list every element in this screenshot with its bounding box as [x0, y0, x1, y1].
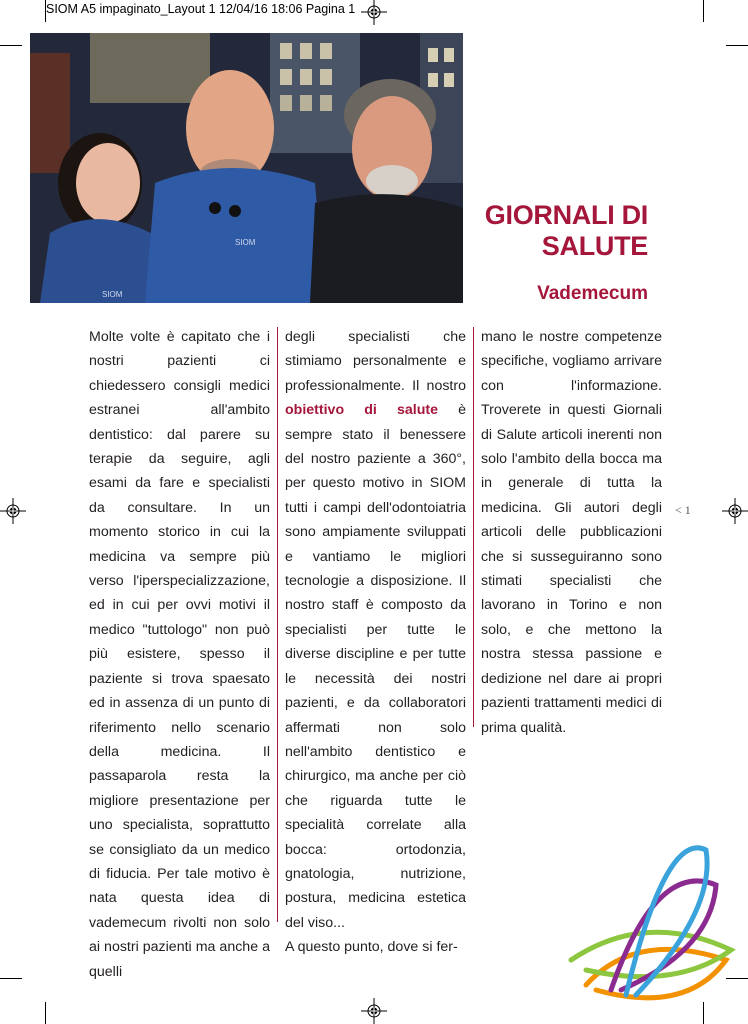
registration-mark-bottom — [361, 998, 387, 1024]
column-rule-1 — [277, 327, 278, 922]
crop-mark-bottom-right-v — [703, 1002, 704, 1024]
body-column-2-text-start: degli specialisti che stimiamo personalmente e professionalmente. Il nostro — [285, 329, 466, 394]
team-photo — [30, 33, 463, 303]
photo-badge-siom-1: SIOM — [235, 238, 256, 247]
body-column-2 — [285, 325, 466, 960]
registration-mark-right — [722, 498, 748, 524]
crop-mark-bottom-left-h — [0, 978, 22, 979]
registration-mark-left — [0, 498, 26, 524]
body-column-2-last-line: A questo punto, dove si fer- — [285, 939, 458, 956]
body-column-2-paragraph — [285, 325, 466, 935]
team-photo-illustration — [30, 33, 463, 303]
page-number: < 1 — [675, 503, 691, 517]
body-column-3 — [481, 325, 662, 740]
column-rule-2 — [473, 327, 474, 727]
page-title-line-2: SALUTE — [541, 231, 648, 261]
body-column-3-text: mano le nostre competenze specifiche, vogliamo arrivare con l'informazione. Troverete in questi Giornali di Salute articoli inerenti non solo l'ambito della bocca ma in generale di tutta la medicina. Gli autori degli articoli delle pubblicazioni che si susseguiranno sono stimati specialisti che lavorano in Torino e non solo, e che mettono la nostra stessa passione e dedizione nel dare ai propri pazienti trattamenti medici di prima qualità. — [481, 329, 662, 736]
body-column-1-text: Molte volte è capitato che i nostri pazienti ci chiedessero consigli medici estranei all'ambito dentistico: dal parere su terapie da seguire, agli esami da fare e specialisti da consultare. In un momento storico in cui la medicina va sempre più verso l'iperspecializzazione, ed in cui per ovvi motivi il medico "tuttologo" non può più esistere, spesso il paziente si trova spaesato ed in assenza di un punto di riferimento nello scenario della medicina. Il passaparola resta la migliore presentazione per uno specialista, soprattutto se consigliato da un medico di fiducia. Per tale motivo è nata questa idea di vademecum rivolti non solo ai nostri pazienti ma anche a quelli — [89, 329, 270, 980]
body-column-2-text-end: è sempre stato il benessere del nostro paziente a 360°, per questo motivo in SIOM tutti i campi dell'odontoiatria sono ampiamente sviluppati e vantiamo le migliori tecnologie a disposizione. Il nostro staff è composto da specialisti per tutte le diverse discipline e per tutte le necessità dei nostri pazienti, e da collaboratori affermati non solo nell'ambito dentistico e chirurgico, ma anche per ciò che riguarda tutte le specialità correlate alla bocca: ortodonzia, gnatologia, nutrizione, postura, medicina estetica del viso... — [285, 402, 466, 931]
page-title-line-1: GIORNALI DI — [484, 200, 648, 230]
crop-mark-bottom-left-v — [45, 1002, 46, 1024]
crop-mark-top-left-h — [0, 45, 22, 46]
registration-mark-top — [361, 0, 387, 25]
highlight-obiettivo-di-salute: obiettivo di salute — [285, 402, 438, 419]
crop-mark-top-right-h — [726, 45, 748, 46]
printer-slug: SIOM A5 impaginato_Layout 1 12/04/16 18:06 Pagina 1 — [46, 2, 356, 16]
page-title — [485, 200, 648, 262]
body-column-1 — [89, 325, 270, 984]
siom-swirl-logo — [566, 840, 736, 1005]
page-subtitle: Vademecum — [537, 283, 648, 304]
crop-mark-top-right-v — [703, 0, 704, 22]
photo-badge-siom-2: SIOM — [102, 290, 123, 299]
crop-mark-top-left-v — [45, 0, 46, 22]
